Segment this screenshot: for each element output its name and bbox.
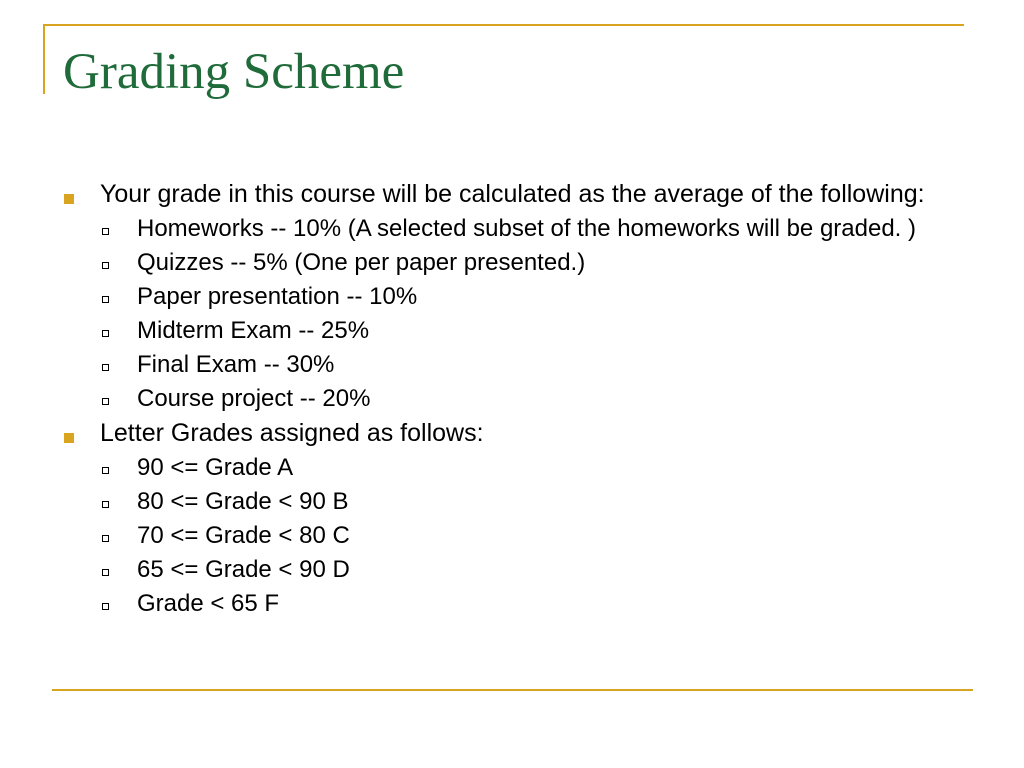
hollow-square-bullet-icon — [102, 501, 109, 508]
sub-item — [62, 556, 972, 584]
sub-item-text: Quizzes -- 5% (One per paper presented.) — [137, 249, 586, 276]
sub-item-text: Course project -- 20% — [137, 385, 371, 412]
left-rule — [43, 24, 45, 94]
sub-item — [62, 215, 972, 243]
top-rule — [43, 24, 964, 26]
sub-item — [62, 590, 972, 618]
sub-list — [62, 215, 972, 413]
hollow-square-bullet-icon — [102, 467, 109, 474]
sub-item — [62, 385, 972, 413]
sub-item — [62, 249, 972, 277]
sub-item — [62, 317, 972, 345]
hollow-square-bullet-icon — [102, 364, 109, 371]
hollow-square-bullet-icon — [102, 398, 109, 405]
sub-item — [62, 351, 972, 379]
filled-square-bullet-icon — [64, 433, 74, 443]
hollow-square-bullet-icon — [102, 228, 109, 235]
bullet-text: Letter Grades assigned as follows: — [100, 419, 484, 447]
sub-item — [62, 454, 972, 482]
bullet-item — [62, 180, 972, 209]
sub-item-text: Midterm Exam -- 25% — [137, 317, 370, 344]
sub-item-text: Homeworks -- 10% (A selected subset of the homeworks will be graded. ) — [137, 215, 917, 242]
sub-item-text: Paper presentation -- 10% — [137, 283, 418, 310]
bullet-text: Your grade in this course will be calculated as the average of the following: — [100, 180, 925, 208]
sub-item-text: 70 <= Grade < 80 C — [137, 522, 350, 549]
hollow-square-bullet-icon — [102, 535, 109, 542]
sub-item-text: 80 <= Grade < 90 B — [137, 488, 349, 515]
hollow-square-bullet-icon — [102, 262, 109, 269]
sub-item-text: 65 <= Grade < 90 D — [137, 556, 350, 583]
hollow-square-bullet-icon — [102, 296, 109, 303]
hollow-square-bullet-icon — [102, 330, 109, 337]
slide-title: Grading Scheme — [63, 44, 405, 100]
sub-item-text: Final Exam -- 30% — [137, 351, 335, 378]
sub-item — [62, 283, 972, 311]
sub-item-text: 90 <= Grade A — [137, 454, 294, 481]
sub-item — [62, 488, 972, 516]
filled-square-bullet-icon — [64, 194, 74, 204]
hollow-square-bullet-icon — [102, 603, 109, 610]
slide-content — [62, 180, 972, 624]
hollow-square-bullet-icon — [102, 569, 109, 576]
bottom-rule — [52, 689, 973, 691]
sub-item-text: Grade < 65 F — [137, 590, 280, 617]
sub-list — [62, 454, 972, 618]
bullet-item — [62, 419, 972, 448]
sub-item — [62, 522, 972, 550]
